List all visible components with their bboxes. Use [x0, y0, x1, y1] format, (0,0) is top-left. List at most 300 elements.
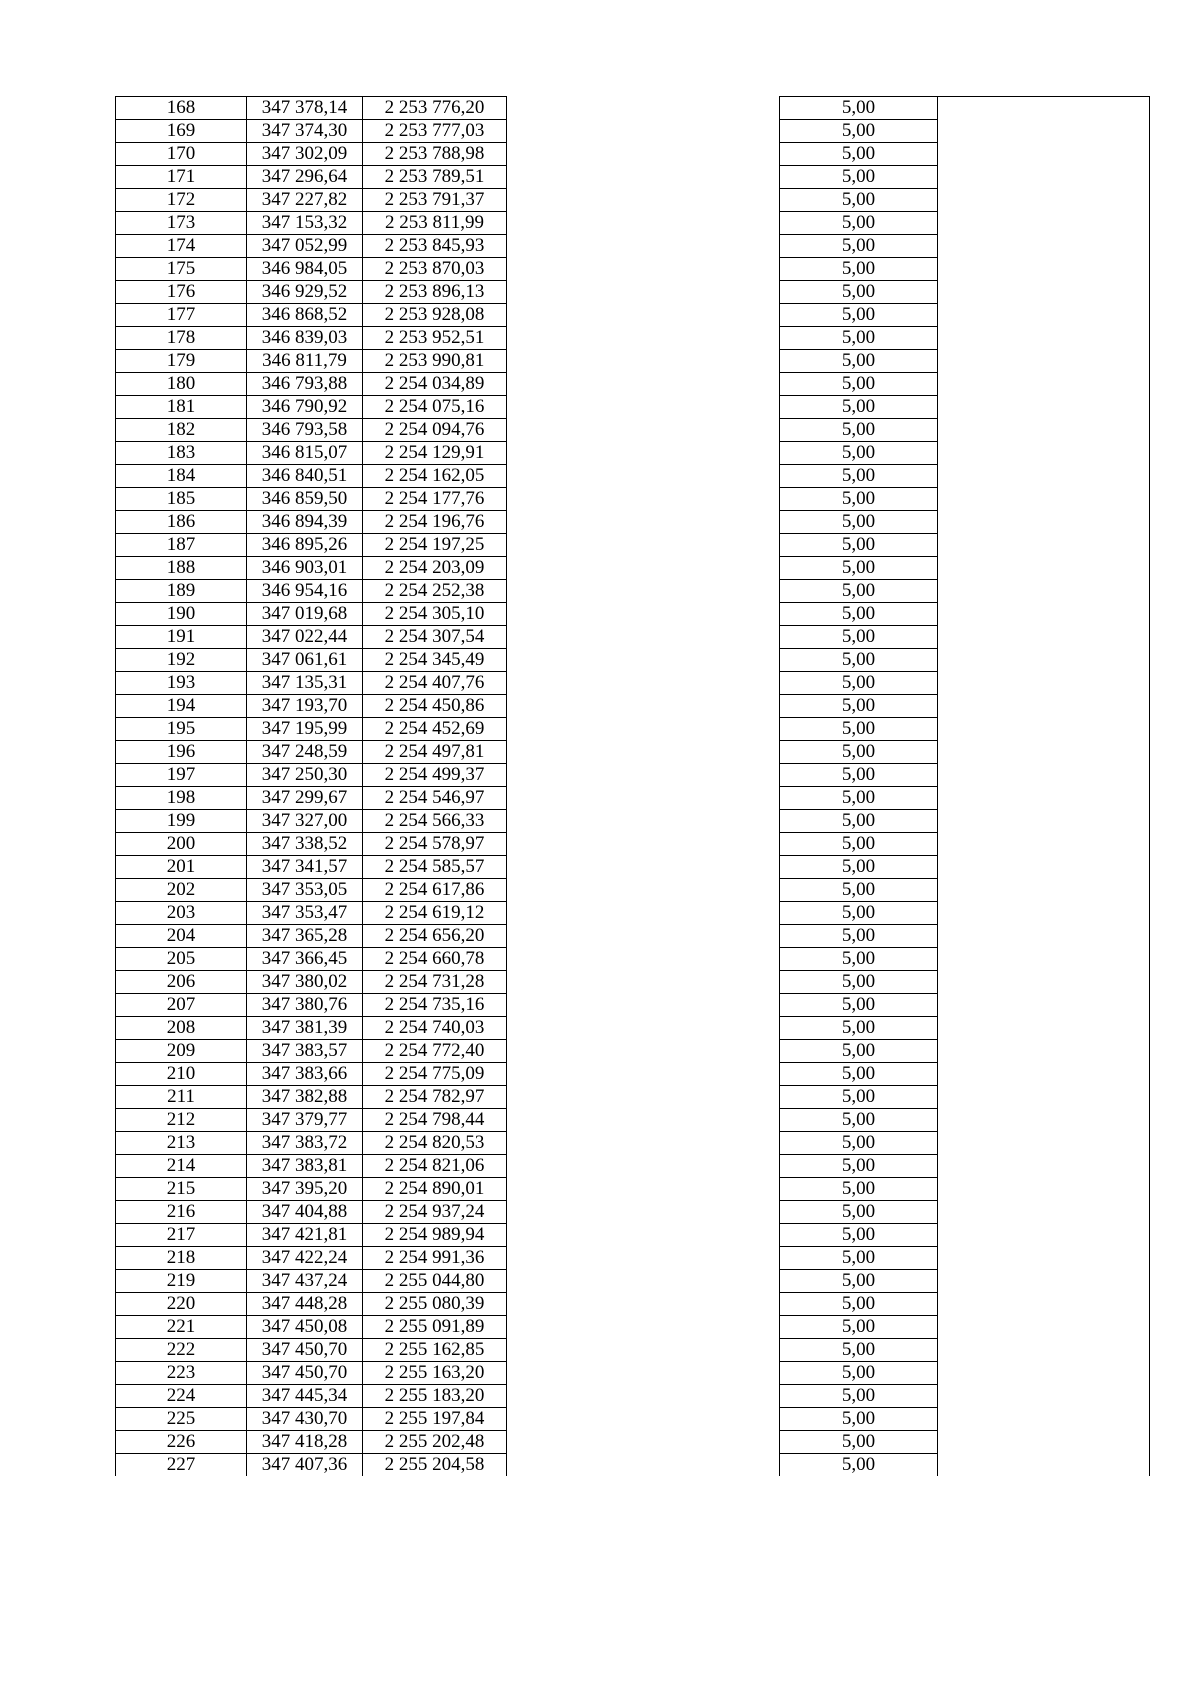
point-number-cell: 172 — [116, 189, 247, 212]
empty-cell — [507, 902, 780, 925]
value-cell: 5,00 — [780, 557, 938, 580]
y-coordinate-cell: 2 254 499,37 — [363, 764, 507, 787]
empty-cell — [938, 833, 1150, 856]
y-coordinate-cell: 2 253 896,13 — [363, 281, 507, 304]
empty-cell — [507, 948, 780, 971]
point-number-cell: 227 — [116, 1454, 247, 1477]
empty-cell — [938, 1270, 1150, 1293]
table-row — [116, 235, 1150, 258]
value-cell: 5,00 — [780, 856, 938, 879]
y-coordinate-cell: 2 253 928,08 — [363, 304, 507, 327]
x-coordinate-cell: 346 868,52 — [247, 304, 363, 327]
table-row — [116, 1132, 1150, 1155]
x-coordinate-cell: 347 135,31 — [247, 672, 363, 695]
empty-cell — [507, 1247, 780, 1270]
x-coordinate-cell: 347 404,88 — [247, 1201, 363, 1224]
y-coordinate-cell: 2 254 129,91 — [363, 442, 507, 465]
empty-cell — [938, 419, 1150, 442]
y-coordinate-cell: 2 255 204,58 — [363, 1454, 507, 1477]
empty-cell — [938, 948, 1150, 971]
value-cell: 5,00 — [780, 166, 938, 189]
value-cell: 5,00 — [780, 327, 938, 350]
empty-cell — [938, 1086, 1150, 1109]
empty-cell — [938, 718, 1150, 741]
value-cell: 5,00 — [780, 1040, 938, 1063]
value-cell: 5,00 — [780, 1408, 938, 1431]
empty-cell — [507, 189, 780, 212]
value-cell: 5,00 — [780, 580, 938, 603]
value-cell: 5,00 — [780, 603, 938, 626]
x-coordinate-cell: 347 422,24 — [247, 1247, 363, 1270]
point-number-cell: 175 — [116, 258, 247, 281]
empty-cell — [507, 327, 780, 350]
point-number-cell: 205 — [116, 948, 247, 971]
empty-cell — [507, 419, 780, 442]
table-row — [116, 1431, 1150, 1454]
table-row — [116, 741, 1150, 764]
empty-cell — [507, 97, 780, 120]
empty-cell — [938, 1201, 1150, 1224]
empty-cell — [938, 373, 1150, 396]
y-coordinate-cell: 2 254 034,89 — [363, 373, 507, 396]
value-cell: 5,00 — [780, 511, 938, 534]
table-row — [116, 1086, 1150, 1109]
point-number-cell: 226 — [116, 1431, 247, 1454]
x-coordinate-cell: 347 052,99 — [247, 235, 363, 258]
empty-cell — [507, 672, 780, 695]
empty-cell — [938, 557, 1150, 580]
point-number-cell: 176 — [116, 281, 247, 304]
value-cell: 5,00 — [780, 672, 938, 695]
value-cell: 5,00 — [780, 350, 938, 373]
value-cell: 5,00 — [780, 1247, 938, 1270]
point-number-cell: 179 — [116, 350, 247, 373]
x-coordinate-cell: 346 984,05 — [247, 258, 363, 281]
x-coordinate-cell: 347 327,00 — [247, 810, 363, 833]
y-coordinate-cell: 2 254 546,97 — [363, 787, 507, 810]
x-coordinate-cell: 347 421,81 — [247, 1224, 363, 1247]
y-coordinate-cell: 2 254 991,36 — [363, 1247, 507, 1270]
empty-cell — [507, 166, 780, 189]
point-number-cell: 199 — [116, 810, 247, 833]
y-coordinate-cell: 2 254 772,40 — [363, 1040, 507, 1063]
x-coordinate-cell: 347 450,70 — [247, 1362, 363, 1385]
empty-cell — [507, 1201, 780, 1224]
x-coordinate-cell: 347 448,28 — [247, 1293, 363, 1316]
point-number-cell: 184 — [116, 465, 247, 488]
y-coordinate-cell: 2 253 845,93 — [363, 235, 507, 258]
empty-cell — [938, 327, 1150, 350]
y-coordinate-cell: 2 254 775,09 — [363, 1063, 507, 1086]
empty-cell — [507, 1224, 780, 1247]
empty-cell — [507, 1454, 780, 1477]
empty-cell — [507, 1017, 780, 1040]
empty-cell — [507, 994, 780, 1017]
point-number-cell: 185 — [116, 488, 247, 511]
x-coordinate-cell: 346 903,01 — [247, 557, 363, 580]
table-row — [116, 511, 1150, 534]
y-coordinate-cell: 2 254 820,53 — [363, 1132, 507, 1155]
point-number-cell: 206 — [116, 971, 247, 994]
empty-cell — [938, 166, 1150, 189]
x-coordinate-cell: 346 839,03 — [247, 327, 363, 350]
empty-cell — [507, 1040, 780, 1063]
empty-cell — [938, 143, 1150, 166]
empty-cell — [507, 1293, 780, 1316]
table-row — [116, 465, 1150, 488]
point-number-cell: 215 — [116, 1178, 247, 1201]
x-coordinate-cell: 347 195,99 — [247, 718, 363, 741]
table-row — [116, 1270, 1150, 1293]
value-cell: 5,00 — [780, 1339, 938, 1362]
value-cell: 5,00 — [780, 488, 938, 511]
empty-cell — [938, 1293, 1150, 1316]
table-row — [116, 1063, 1150, 1086]
table-row — [116, 143, 1150, 166]
empty-cell — [938, 764, 1150, 787]
empty-cell — [507, 626, 780, 649]
empty-cell — [507, 787, 780, 810]
value-cell: 5,00 — [780, 833, 938, 856]
y-coordinate-cell: 2 254 937,24 — [363, 1201, 507, 1224]
y-coordinate-cell: 2 253 870,03 — [363, 258, 507, 281]
x-coordinate-cell: 347 227,82 — [247, 189, 363, 212]
point-number-cell: 194 — [116, 695, 247, 718]
value-cell: 5,00 — [780, 1224, 938, 1247]
table-row — [116, 879, 1150, 902]
value-cell: 5,00 — [780, 649, 938, 672]
table-row — [116, 442, 1150, 465]
x-coordinate-cell: 347 061,61 — [247, 649, 363, 672]
empty-cell — [507, 1132, 780, 1155]
point-number-cell: 209 — [116, 1040, 247, 1063]
table-row — [116, 580, 1150, 603]
x-coordinate-cell: 346 894,39 — [247, 511, 363, 534]
table-row — [116, 189, 1150, 212]
y-coordinate-cell: 2 254 740,03 — [363, 1017, 507, 1040]
point-number-cell: 168 — [116, 97, 247, 120]
empty-cell — [938, 925, 1150, 948]
x-coordinate-cell: 347 378,14 — [247, 97, 363, 120]
empty-cell — [507, 1385, 780, 1408]
empty-cell — [938, 856, 1150, 879]
empty-cell — [507, 442, 780, 465]
y-coordinate-cell: 2 254 798,44 — [363, 1109, 507, 1132]
x-coordinate-cell: 347 353,05 — [247, 879, 363, 902]
table-row — [116, 1178, 1150, 1201]
table-row — [116, 281, 1150, 304]
y-coordinate-cell: 2 255 183,20 — [363, 1385, 507, 1408]
table-row — [116, 1155, 1150, 1178]
empty-cell — [938, 1431, 1150, 1454]
empty-cell — [938, 971, 1150, 994]
table-row — [116, 902, 1150, 925]
empty-cell — [507, 1362, 780, 1385]
value-cell: 5,00 — [780, 1017, 938, 1040]
y-coordinate-cell: 2 254 407,76 — [363, 672, 507, 695]
table-row — [116, 419, 1150, 442]
x-coordinate-cell: 347 450,70 — [247, 1339, 363, 1362]
y-coordinate-cell: 2 254 497,81 — [363, 741, 507, 764]
table-row — [116, 764, 1150, 787]
y-coordinate-cell: 2 254 619,12 — [363, 902, 507, 925]
point-number-cell: 193 — [116, 672, 247, 695]
x-coordinate-cell: 347 193,70 — [247, 695, 363, 718]
y-coordinate-cell: 2 254 782,97 — [363, 1086, 507, 1109]
table-row — [116, 166, 1150, 189]
y-coordinate-cell: 2 255 162,85 — [363, 1339, 507, 1362]
value-cell: 5,00 — [780, 764, 938, 787]
y-coordinate-cell: 2 254 177,76 — [363, 488, 507, 511]
y-coordinate-cell: 2 254 578,97 — [363, 833, 507, 856]
value-cell: 5,00 — [780, 534, 938, 557]
empty-cell — [507, 143, 780, 166]
table-row — [116, 810, 1150, 833]
point-number-cell: 178 — [116, 327, 247, 350]
point-number-cell: 189 — [116, 580, 247, 603]
value-cell: 5,00 — [780, 971, 938, 994]
empty-cell — [938, 1040, 1150, 1063]
y-coordinate-cell: 2 254 617,86 — [363, 879, 507, 902]
empty-cell — [938, 235, 1150, 258]
x-coordinate-cell: 347 437,24 — [247, 1270, 363, 1293]
value-cell: 5,00 — [780, 465, 938, 488]
x-coordinate-cell: 347 296,64 — [247, 166, 363, 189]
empty-cell — [507, 1155, 780, 1178]
x-coordinate-cell: 347 418,28 — [247, 1431, 363, 1454]
empty-cell — [938, 465, 1150, 488]
y-coordinate-cell: 2 254 305,10 — [363, 603, 507, 626]
table-row — [116, 718, 1150, 741]
point-number-cell: 208 — [116, 1017, 247, 1040]
empty-cell — [507, 396, 780, 419]
table-row — [116, 833, 1150, 856]
x-coordinate-cell: 347 022,44 — [247, 626, 363, 649]
x-coordinate-cell: 347 341,57 — [247, 856, 363, 879]
value-cell: 5,00 — [780, 235, 938, 258]
empty-cell — [507, 1408, 780, 1431]
empty-cell — [938, 1339, 1150, 1362]
empty-cell — [938, 488, 1150, 511]
x-coordinate-cell: 347 381,39 — [247, 1017, 363, 1040]
table-row — [116, 1040, 1150, 1063]
point-number-cell: 198 — [116, 787, 247, 810]
x-coordinate-cell: 346 859,50 — [247, 488, 363, 511]
value-cell: 5,00 — [780, 879, 938, 902]
x-coordinate-cell: 347 395,20 — [247, 1178, 363, 1201]
x-coordinate-cell: 347 248,59 — [247, 741, 363, 764]
empty-cell — [507, 120, 780, 143]
table-row — [116, 557, 1150, 580]
y-coordinate-cell: 2 254 162,05 — [363, 465, 507, 488]
table-row — [116, 350, 1150, 373]
point-number-cell: 210 — [116, 1063, 247, 1086]
empty-cell — [507, 212, 780, 235]
y-coordinate-cell: 2 254 660,78 — [363, 948, 507, 971]
value-cell: 5,00 — [780, 1270, 938, 1293]
table-row — [116, 304, 1150, 327]
empty-cell — [938, 810, 1150, 833]
point-number-cell: 177 — [116, 304, 247, 327]
empty-cell — [938, 626, 1150, 649]
y-coordinate-cell: 2 253 789,51 — [363, 166, 507, 189]
value-cell: 5,00 — [780, 1454, 938, 1477]
empty-cell — [507, 281, 780, 304]
table-row — [116, 534, 1150, 557]
x-coordinate-cell: 347 445,34 — [247, 1385, 363, 1408]
empty-cell — [507, 833, 780, 856]
point-number-cell: 204 — [116, 925, 247, 948]
empty-cell — [507, 649, 780, 672]
empty-cell — [507, 1431, 780, 1454]
empty-cell — [938, 1316, 1150, 1339]
point-number-cell: 169 — [116, 120, 247, 143]
x-coordinate-cell: 347 353,47 — [247, 902, 363, 925]
x-coordinate-cell: 346 793,58 — [247, 419, 363, 442]
empty-cell — [938, 787, 1150, 810]
y-coordinate-cell: 2 254 890,01 — [363, 1178, 507, 1201]
table-row — [116, 1293, 1150, 1316]
y-coordinate-cell: 2 255 044,80 — [363, 1270, 507, 1293]
value-cell: 5,00 — [780, 695, 938, 718]
value-cell: 5,00 — [780, 1155, 938, 1178]
y-coordinate-cell: 2 254 307,54 — [363, 626, 507, 649]
x-coordinate-cell: 346 815,07 — [247, 442, 363, 465]
value-cell: 5,00 — [780, 1385, 938, 1408]
empty-cell — [938, 1063, 1150, 1086]
value-cell: 5,00 — [780, 1086, 938, 1109]
x-coordinate-cell: 347 019,68 — [247, 603, 363, 626]
y-coordinate-cell: 2 253 952,51 — [363, 327, 507, 350]
empty-cell — [938, 1454, 1150, 1477]
table-row — [116, 373, 1150, 396]
table-body — [116, 97, 1150, 1477]
empty-cell — [507, 971, 780, 994]
table-row — [116, 1362, 1150, 1385]
y-coordinate-cell: 2 253 776,20 — [363, 97, 507, 120]
x-coordinate-cell: 347 383,72 — [247, 1132, 363, 1155]
point-number-cell: 223 — [116, 1362, 247, 1385]
empty-cell — [507, 879, 780, 902]
table-row — [116, 120, 1150, 143]
table-row — [116, 1454, 1150, 1477]
x-coordinate-cell: 346 840,51 — [247, 465, 363, 488]
empty-cell — [938, 1017, 1150, 1040]
empty-cell — [938, 1247, 1150, 1270]
empty-cell — [938, 580, 1150, 603]
x-coordinate-cell: 347 379,77 — [247, 1109, 363, 1132]
point-number-cell: 213 — [116, 1132, 247, 1155]
x-coordinate-cell: 347 153,32 — [247, 212, 363, 235]
x-coordinate-cell: 347 374,30 — [247, 120, 363, 143]
table-row — [116, 695, 1150, 718]
value-cell: 5,00 — [780, 212, 938, 235]
value-cell: 5,00 — [780, 741, 938, 764]
table-row — [116, 672, 1150, 695]
value-cell: 5,00 — [780, 948, 938, 971]
x-coordinate-cell: 347 380,02 — [247, 971, 363, 994]
empty-cell — [938, 1224, 1150, 1247]
y-coordinate-cell: 2 255 197,84 — [363, 1408, 507, 1431]
empty-cell — [938, 741, 1150, 764]
point-number-cell: 207 — [116, 994, 247, 1017]
value-cell: 5,00 — [780, 787, 938, 810]
empty-cell — [507, 511, 780, 534]
table-row — [116, 948, 1150, 971]
empty-cell — [938, 396, 1150, 419]
empty-cell — [938, 672, 1150, 695]
empty-cell — [507, 1178, 780, 1201]
empty-cell — [938, 1155, 1150, 1178]
y-coordinate-cell: 2 254 731,28 — [363, 971, 507, 994]
x-coordinate-cell: 347 450,08 — [247, 1316, 363, 1339]
empty-cell — [507, 1063, 780, 1086]
empty-cell — [507, 1339, 780, 1362]
value-cell: 5,00 — [780, 1201, 938, 1224]
y-coordinate-cell: 2 254 450,86 — [363, 695, 507, 718]
value-cell: 5,00 — [780, 902, 938, 925]
point-number-cell: 174 — [116, 235, 247, 258]
empty-cell — [938, 442, 1150, 465]
point-number-cell: 188 — [116, 557, 247, 580]
x-coordinate-cell: 347 430,70 — [247, 1408, 363, 1431]
empty-cell — [507, 1270, 780, 1293]
point-number-cell: 196 — [116, 741, 247, 764]
table-row — [116, 1224, 1150, 1247]
y-coordinate-cell: 2 254 197,25 — [363, 534, 507, 557]
empty-cell — [507, 741, 780, 764]
y-coordinate-cell: 2 253 788,98 — [363, 143, 507, 166]
point-number-cell: 211 — [116, 1086, 247, 1109]
value-cell: 5,00 — [780, 258, 938, 281]
point-number-cell: 170 — [116, 143, 247, 166]
point-number-cell: 203 — [116, 902, 247, 925]
point-number-cell: 180 — [116, 373, 247, 396]
empty-cell — [938, 304, 1150, 327]
point-number-cell: 217 — [116, 1224, 247, 1247]
value-cell: 5,00 — [780, 994, 938, 1017]
value-cell: 5,00 — [780, 189, 938, 212]
table-row — [116, 488, 1150, 511]
point-number-cell: 192 — [116, 649, 247, 672]
x-coordinate-cell: 347 366,45 — [247, 948, 363, 971]
value-cell: 5,00 — [780, 1132, 938, 1155]
empty-cell — [507, 810, 780, 833]
table-row — [116, 1385, 1150, 1408]
empty-cell — [938, 281, 1150, 304]
table-row — [116, 1339, 1150, 1362]
empty-cell — [507, 235, 780, 258]
table-row — [116, 856, 1150, 879]
table-row — [116, 1017, 1150, 1040]
y-coordinate-cell: 2 253 811,99 — [363, 212, 507, 235]
empty-cell — [938, 695, 1150, 718]
table-row — [116, 1201, 1150, 1224]
point-number-cell: 191 — [116, 626, 247, 649]
point-number-cell: 202 — [116, 879, 247, 902]
value-cell: 5,00 — [780, 1431, 938, 1454]
point-number-cell: 212 — [116, 1109, 247, 1132]
point-number-cell: 181 — [116, 396, 247, 419]
empty-cell — [507, 557, 780, 580]
value-cell: 5,00 — [780, 626, 938, 649]
point-number-cell: 224 — [116, 1385, 247, 1408]
empty-cell — [938, 189, 1150, 212]
x-coordinate-cell: 347 365,28 — [247, 925, 363, 948]
empty-cell — [507, 580, 780, 603]
empty-cell — [507, 695, 780, 718]
value-cell: 5,00 — [780, 419, 938, 442]
